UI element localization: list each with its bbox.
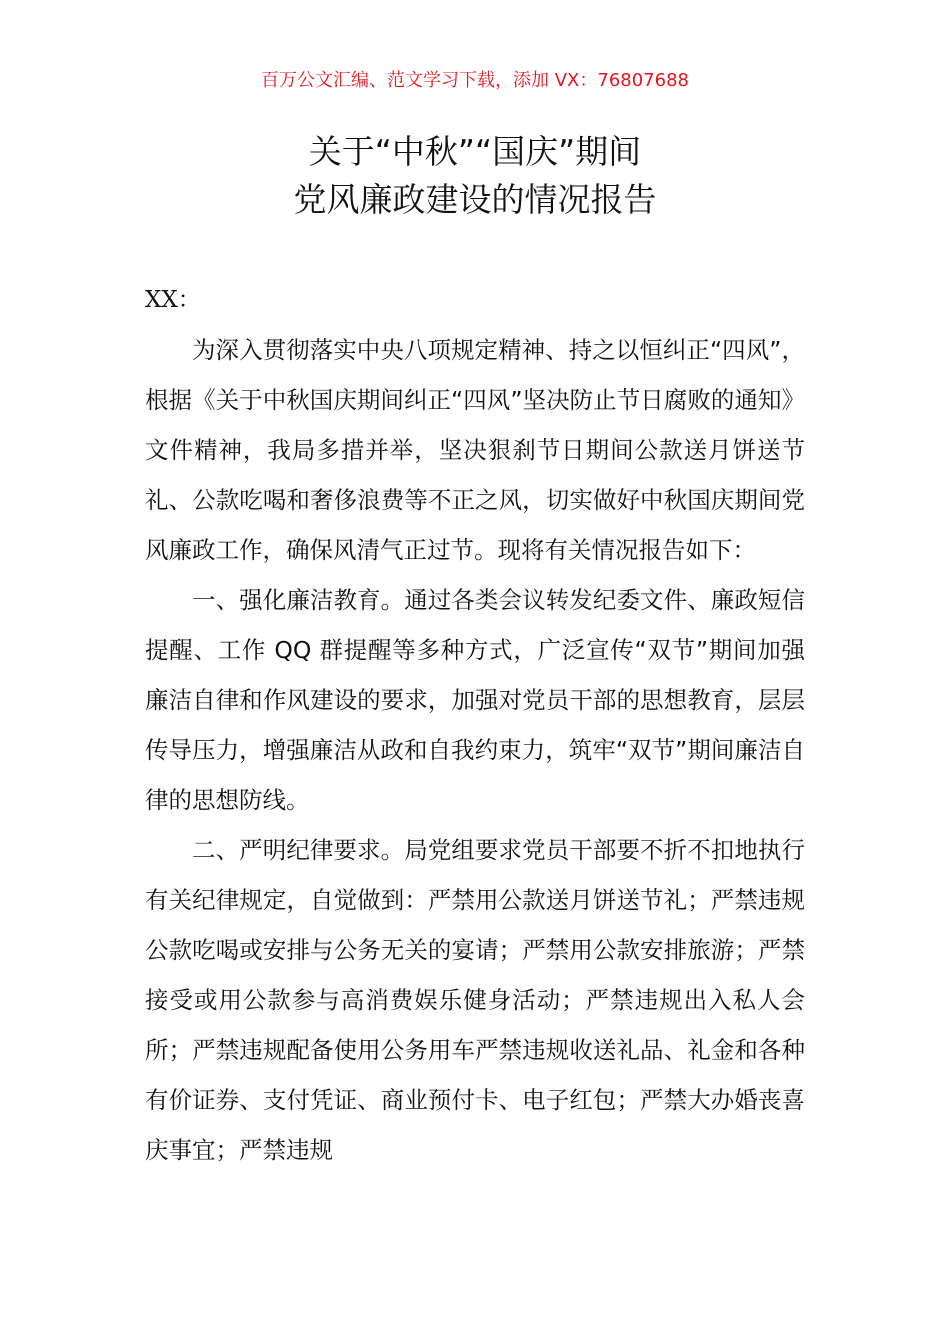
paragraph-intro: 为深入贯彻落实中央八项规定精神、持之以恒纠正“四风”，根据《关于中秋国庆期间纠正“四风”坚决防止节日腐败的通知》文件精神，我局多措并举，坚决狠刹节日期间公款送月饼送节礼、公款吃喝和奢侈浪费等不正之风，切实做好中秋国庆期间党风廉政工作，确保风清气正过节。现将有关情况报告如下：: [145, 336, 805, 564]
document-title: [0, 128, 950, 224]
paragraph-section-1: 一、强化廉洁教育。通过各类会议转发纪委文件、廉政短信提醒、工作 QQ 群提醒等多种方式，广泛宣传“双节”期间加强廉洁自律和作风建设的要求，加强对党员干部的思想教育，层层传导压力，增强廉洁从政和自我约束力，筑牢“双节”期间廉洁自律的思想防线。: [145, 586, 805, 814]
title-line-1: 关于“中秋”“国庆”期间: [308, 132, 642, 171]
title-line-2: 党风廉政建设的情况报告: [293, 180, 657, 219]
paragraph-section-2: 二、严明纪律要求。局党组要求党员干部要不折不扣地执行有关纪律规定，自觉做到：严禁用公款送月饼送节礼；严禁违规公款吃喝或安排与公务无关的宴请；严禁用公款安排旅游；严禁接受或用公款参与高消费娱乐健身活动；严禁违规出入私人会所；严禁违规配备使用公务用车严禁违规收送礼品、礼金和各种有价证券、支付凭证、商业预付卡、电子红包；严禁大办婚丧喜庆事宜；严禁违规: [145, 836, 805, 1164]
document-body: [145, 325, 805, 1175]
download-notice: 百万公文汇编、范文学习下载，添加 VX：76807688: [261, 70, 689, 91]
salutation: XX：: [145, 287, 201, 313]
